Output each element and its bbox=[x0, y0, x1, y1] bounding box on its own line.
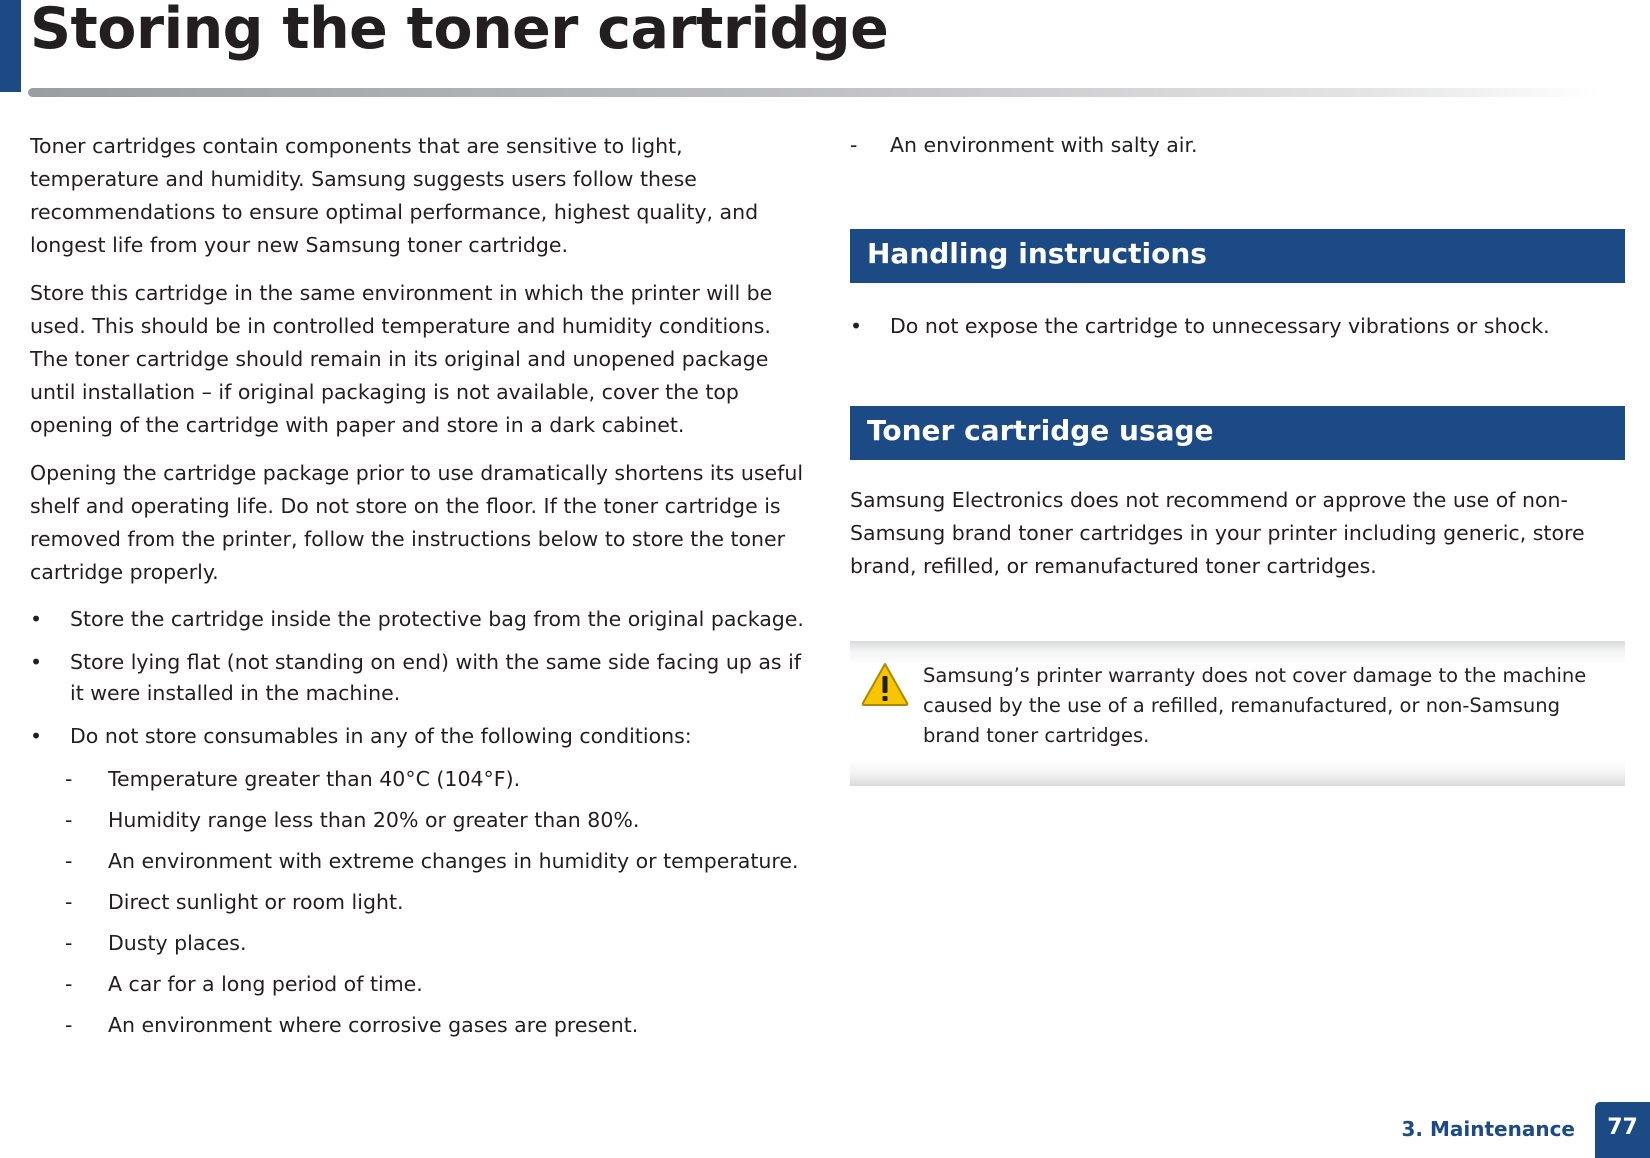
dash-mark: - bbox=[65, 972, 73, 996]
intro-paragraph: Toner cartridges contain components that are sensitive to light, temperature and humidity. Samsung suggests users follow these recommendations to ensure optimal performance, highest quality, and longest life from your new Samsung toner cartridge. bbox=[30, 134, 759, 257]
usage-paragraph: Samsung Electronics does not recommend or approve the use of non-Samsung brand toner cartridges in your printer including generic, store brand, refilled, or remanufactured toner cartridges. bbox=[850, 488, 1585, 578]
condition-text: Temperature greater than 40°C (104°F). bbox=[108, 767, 521, 791]
dash-mark: - bbox=[65, 808, 73, 832]
condition-item bbox=[30, 969, 810, 1000]
condition-text: An environment where corrosive gases are present. bbox=[108, 1013, 639, 1037]
dash-mark: - bbox=[65, 890, 73, 914]
title-divider bbox=[28, 88, 1600, 97]
dash-mark: - bbox=[65, 1013, 73, 1037]
bullet-mark: • bbox=[850, 314, 863, 338]
condition-text: Dusty places. bbox=[108, 931, 247, 955]
bullet-mark: • bbox=[30, 607, 43, 631]
section-header-handling: Handling instructions bbox=[850, 229, 1625, 283]
footer-chapter-label: 3. Maintenance bbox=[1401, 1117, 1575, 1141]
condition-text: Humidity range less than 20% or greater than 80%. bbox=[108, 808, 640, 832]
list-item-text: Store lying flat (not standing on end) with the same side facing up as if it were installed in the machine. bbox=[70, 650, 802, 705]
condition-text: Direct sunlight or room light. bbox=[108, 890, 404, 914]
warning-note bbox=[850, 641, 1625, 786]
right-column bbox=[850, 130, 1625, 598]
list-item bbox=[30, 647, 810, 709]
condition-item bbox=[30, 887, 810, 918]
condition-item bbox=[30, 846, 810, 877]
bullet-mark: • bbox=[30, 724, 43, 748]
dash-mark: - bbox=[65, 849, 73, 873]
dash-mark: - bbox=[65, 931, 73, 955]
list-item bbox=[30, 604, 810, 635]
opening-paragraph: Opening the cartridge package prior to use dramatically shortens its useful shelf and operating life. Do not store on the floor. If the toner cartridge is removed from the printer, follow the instructions below to store the toner cartridge properly. bbox=[30, 461, 804, 584]
condition-item bbox=[30, 805, 810, 836]
condition-item bbox=[30, 928, 810, 959]
condition-text: An environment with salty air. bbox=[890, 133, 1198, 157]
list-item-text: Do not expose the cartridge to unnecessary vibrations or shock. bbox=[890, 314, 1550, 338]
list-item bbox=[30, 721, 810, 752]
list-item bbox=[850, 311, 1625, 342]
environment-paragraph: Store this cartridge in the same environment in which the printer will be used. This should be in controlled temperature and humidity conditions. The toner cartridge should remain in its original and unopened package until installation – if original packaging is not available, cover the top opening of the cartridge with paper and store in a dark cabinet. bbox=[30, 281, 773, 437]
condition-text: A car for a long period of time. bbox=[108, 972, 423, 996]
condition-item bbox=[850, 130, 1625, 161]
dash-mark: - bbox=[65, 767, 73, 791]
warning-icon bbox=[860, 661, 910, 707]
title-accent-bar bbox=[0, 0, 21, 92]
bullet-mark: • bbox=[30, 650, 43, 674]
page-number: 77 bbox=[1595, 1102, 1650, 1158]
condition-text: An environment with extreme changes in humidity or temperature. bbox=[108, 849, 799, 873]
condition-item bbox=[30, 764, 810, 795]
list-item-text: Store the cartridge inside the protective bag from the original package. bbox=[70, 607, 804, 631]
section-header-usage: Toner cartridge usage bbox=[850, 406, 1625, 460]
condition-item bbox=[30, 1010, 810, 1041]
left-column bbox=[30, 130, 810, 1051]
warning-note-text: Samsung’s printer warranty does not cover damage to the machine caused by the use of a refilled, remanufactured, or non-Samsung brand toner cartridges. bbox=[923, 664, 1587, 747]
page-title: Storing the toner cartridge bbox=[30, 0, 889, 62]
dash-mark: - bbox=[850, 133, 858, 157]
list-item-text: Do not store consumables in any of the following conditions: bbox=[70, 724, 692, 748]
